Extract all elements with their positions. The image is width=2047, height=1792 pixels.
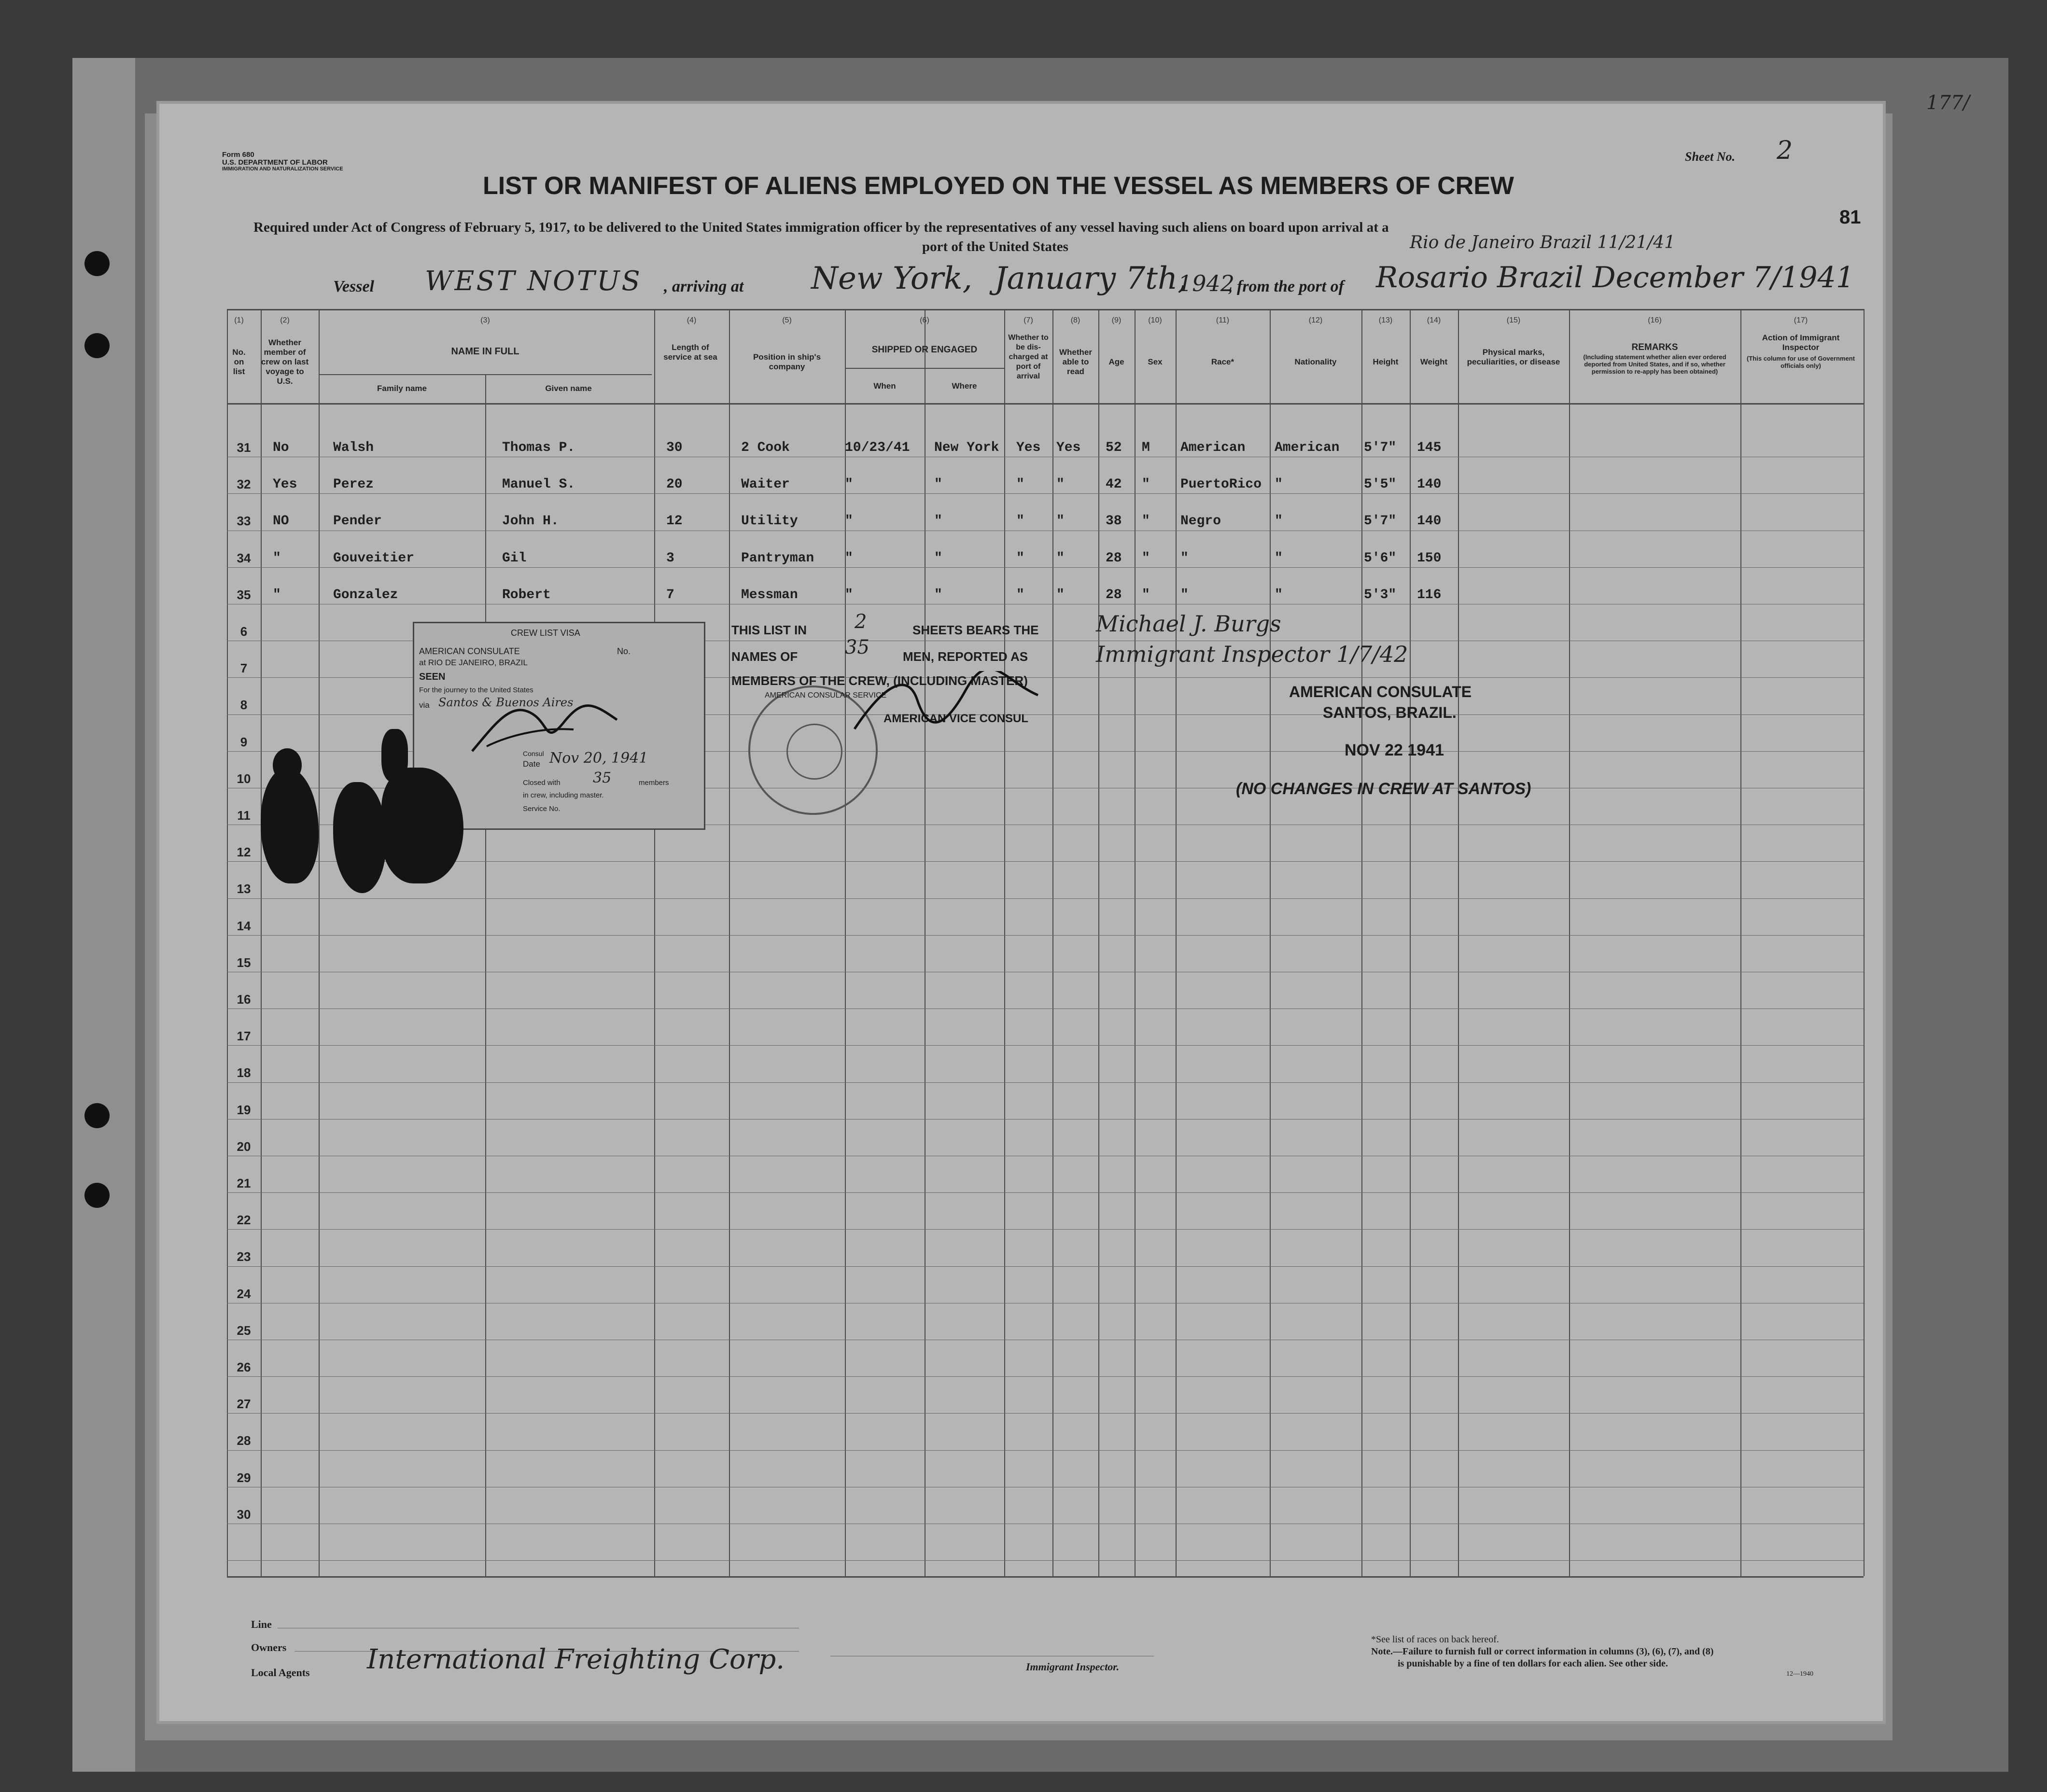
header-where: Where <box>952 381 977 391</box>
row-divider <box>227 1413 1864 1414</box>
row-number: 16 <box>237 992 251 1007</box>
header-remarks-note: (Including statement whether alien ever ordered deported from United States, and if so, whether permission to re-apply has been obtained) <box>1583 353 1726 375</box>
seal-text: AMERICAN CONSULAR SERVICE <box>765 691 887 700</box>
cell-race: " <box>1180 588 1189 602</box>
cell-race: PuertoRico <box>1180 477 1262 492</box>
cell-discharged: " <box>1016 514 1024 529</box>
row-number: 21 <box>237 1176 251 1190</box>
list-stamp-vice-consul: AMERICAN VICE CONSUL <box>883 712 1029 725</box>
cell-sex: " <box>1142 477 1150 492</box>
header-nationality: Nationality <box>1294 357 1337 366</box>
cell-where: New York <box>934 440 999 455</box>
sheet-label: Sheet No. <box>1685 150 1735 164</box>
dept-name: U.S. DEPARTMENT OF LABOR <box>222 158 328 167</box>
visa-seen: SEEN <box>419 672 446 682</box>
cell-age: 38 <box>1106 514 1122 529</box>
row-number: 28 <box>237 1433 251 1448</box>
cell-race: " <box>1180 551 1189 566</box>
visa-crew-including: in crew, including master. <box>523 791 604 799</box>
header-no-on-list: No. on list <box>232 348 246 376</box>
row-divider <box>227 898 1864 899</box>
from-label: , from the port of <box>1229 278 1344 295</box>
cell-nationality: " <box>1275 551 1283 566</box>
cell-height: 5'6" <box>1364 551 1397 566</box>
cell-family: Pender <box>333 514 382 529</box>
col-num-15: (15) <box>1506 316 1521 324</box>
footer-note3: is punishable by a fine of ten dollars for each alien. See other side. <box>1398 1658 1668 1669</box>
footer-line-label: Line <box>251 1618 272 1630</box>
list-stamp-line2b: MEN, REPORTED AS <box>903 649 1028 664</box>
cell-when: 10/23/41 <box>845 440 910 455</box>
cell-read: " <box>1056 588 1065 602</box>
visa-date-label: Date <box>523 759 540 769</box>
vice-consul-signature <box>845 671 1048 743</box>
footer-owners-label: Owners <box>251 1641 287 1653</box>
visa-service-label: Service No. <box>523 805 561 813</box>
row-number: 7 <box>240 661 248 675</box>
footer-note1: *See list of races on back hereof. <box>1371 1634 1499 1645</box>
binder-hole <box>84 1103 110 1128</box>
column-divider <box>1176 309 1177 1576</box>
cell-position: Pantryman <box>741 551 814 566</box>
row-number: 19 <box>237 1103 251 1117</box>
cell-where: " <box>934 588 942 602</box>
col-num-3: (3) <box>480 316 490 324</box>
row-divider <box>227 1082 1864 1083</box>
cell-given: Manuel S. <box>502 477 575 492</box>
cell-family: Gonzalez <box>333 588 398 602</box>
row-number: 30 <box>237 1507 251 1522</box>
subtitle-line2: port of the United States <box>922 239 1068 254</box>
header-action: Action of Immigrant Inspector <box>1762 333 1840 352</box>
cell-position: 2 Cook <box>741 440 790 455</box>
cell-sex: " <box>1142 551 1150 566</box>
visa-via-label: via <box>419 700 430 710</box>
cell-family: Perez <box>333 477 374 492</box>
header-bottom-border <box>227 403 1864 405</box>
cell-given: Robert <box>502 588 551 602</box>
binder-hole <box>84 333 110 358</box>
cell-weight: 140 <box>1417 514 1442 529</box>
column-divider <box>1864 309 1865 1576</box>
cell-read: " <box>1056 514 1065 529</box>
subtitle-line1: Required under Act of Congress of February 5, 1917, to be delivered to the United States immigration officer by the representatives of any vessel having such aliens on board upon arrival at a <box>253 220 1389 235</box>
cell-nationality: " <box>1275 477 1283 492</box>
cell-height: 5'5" <box>1364 477 1397 492</box>
cell-age: 42 <box>1106 477 1122 492</box>
header-last-voyage: Whether member of crew on last voyage to U.S. <box>261 338 309 386</box>
cell-height: 5'7" <box>1364 514 1397 529</box>
col-num-14: (14) <box>1427 316 1441 324</box>
header-weight: Weight <box>1420 357 1448 366</box>
column-divider <box>729 309 730 1576</box>
cell-when: " <box>845 477 853 492</box>
visa-closed-label: Closed with <box>523 779 561 787</box>
cell-no: 35 <box>237 588 251 602</box>
row-number: 23 <box>237 1249 251 1264</box>
row-number: 10 <box>237 771 251 786</box>
header-given-name: Given name <box>545 384 592 393</box>
list-stamp-sheets: 2 <box>855 611 867 633</box>
cell-given: John H. <box>502 514 559 529</box>
col-num-16: (16) <box>1648 316 1662 324</box>
table-bottom-border <box>227 1576 1864 1578</box>
row-number: 26 <box>237 1360 251 1374</box>
column-divider <box>1569 309 1570 1576</box>
row-number: 12 <box>237 845 251 859</box>
cell-read: " <box>1056 551 1065 566</box>
from-port: Rosario Brazil December 7/1941 <box>1376 261 1854 294</box>
inspector-title-date: Immigrant Inspector 1/7/42 <box>1096 641 1408 667</box>
cell-when: " <box>845 588 853 602</box>
binder-hole <box>84 251 110 276</box>
col-num-7: (7) <box>1024 316 1033 324</box>
santos-stamp-note: (NO CHANGES IN CREW AT SANTOS) <box>1236 780 1531 798</box>
row-number: 15 <box>237 955 251 970</box>
cell-no: 33 <box>237 514 251 528</box>
arriving-label: , arriving at <box>664 278 744 295</box>
row-divider <box>227 1192 1864 1193</box>
santos-stamp-line1: AMERICAN CONSULATE <box>1289 683 1472 700</box>
header-race: Race* <box>1211 357 1234 366</box>
cell-where: " <box>934 551 942 566</box>
corner-note: Rio de Janeiro Brazil 11/21/41 <box>1410 233 1676 252</box>
visa-no-label: No. <box>617 646 631 656</box>
col-num-17: (17) <box>1794 316 1808 324</box>
visa-title: CREW LIST VISA <box>511 628 580 638</box>
col-num-10: (10) <box>1148 316 1162 324</box>
cell-position: Waiter <box>741 477 790 492</box>
row-divider <box>227 1045 1864 1046</box>
cell-given: Gil <box>502 551 527 566</box>
cell-when: " <box>845 514 853 529</box>
cell-length: 30 <box>666 440 683 455</box>
cell-read: " <box>1056 477 1065 492</box>
row-number: 27 <box>237 1397 251 1411</box>
list-stamp-men: 35 <box>845 636 869 658</box>
dept-service: IMMIGRATION AND NATURALIZATION SERVICE <box>222 166 343 172</box>
arriving-date: January 7th, <box>995 261 1188 296</box>
cell-member: NO <box>273 514 289 529</box>
col-num-6: (6) <box>920 316 929 324</box>
footer-agents-value: International Freighting Corp. <box>367 1644 785 1675</box>
vessel-label: Vessel <box>333 278 374 295</box>
row-number: 18 <box>237 1065 251 1080</box>
visa-members: members <box>639 779 669 787</box>
header-position: Position in ship's company <box>753 352 821 371</box>
sheet-number: 2 <box>1777 136 1793 165</box>
cell-when: " <box>845 551 853 566</box>
header-action-note: (This column for use of Government officials only) <box>1747 355 1855 369</box>
cell-where: " <box>934 514 942 529</box>
visa-consulate: AMERICAN CONSULATE <box>419 646 520 656</box>
row-divider <box>227 1119 1864 1120</box>
column-divider <box>319 309 320 1576</box>
header-family-name: Family name <box>377 384 427 393</box>
visa-date-value: Nov 20, 1941 <box>549 750 648 767</box>
col-num-5: (5) <box>782 316 792 324</box>
header-when: When <box>873 381 896 391</box>
column-divider <box>845 309 846 1576</box>
visa-location: at RIO DE JANEIRO, BRAZIL <box>419 658 528 667</box>
cell-family: Walsh <box>333 440 374 455</box>
column-divider <box>1410 309 1411 1576</box>
row-divider <box>227 493 1864 494</box>
cell-member: No <box>273 440 289 455</box>
row-divider <box>227 1450 1864 1451</box>
column-divider <box>261 309 262 1576</box>
page-title: LIST OR MANIFEST OF ALIENS EMPLOYED ON THE VESSEL AS MEMBERS OF CREW <box>483 172 1514 200</box>
cell-where: " <box>934 477 942 492</box>
cell-no: 31 <box>237 440 251 455</box>
inspector-name: Michael J. Burgs <box>1096 611 1281 637</box>
row-number: 24 <box>237 1287 251 1301</box>
header-remarks: REMARKS <box>1631 342 1678 352</box>
cell-sex: " <box>1142 514 1150 529</box>
cell-discharged: " <box>1016 551 1024 566</box>
col-num-4: (4) <box>687 316 697 324</box>
footer-agents-label: Local Agents <box>251 1666 310 1679</box>
arriving-port: New York, <box>811 261 972 296</box>
column-divider <box>1098 309 1099 1576</box>
binder-edge <box>72 58 135 1772</box>
footer-inspector-label: Immigrant Inspector. <box>1026 1661 1120 1673</box>
arrival-year: 1942 <box>1178 270 1235 296</box>
col-num-8: (8) <box>1070 316 1080 324</box>
cell-sex: M <box>1142 440 1150 455</box>
column-divider <box>654 309 655 1576</box>
cell-race: American <box>1180 440 1246 455</box>
header-discharged: Whether to be dis-charged at port of arrival <box>1008 334 1049 380</box>
row-divider <box>227 1376 1864 1377</box>
cell-nationality: American <box>1275 440 1340 455</box>
row-number: 6 <box>240 624 248 639</box>
cell-weight: 145 <box>1417 440 1442 455</box>
cell-weight: 140 <box>1417 477 1442 492</box>
cell-position: Messman <box>741 588 798 602</box>
row-number: 14 <box>237 919 251 933</box>
visa-via-value: Santos & Buenos Aires <box>438 696 574 709</box>
cell-age: 28 <box>1106 588 1122 602</box>
santos-stamp-line2: SANTOS, BRAZIL. <box>1323 704 1457 721</box>
cell-height: 5'3" <box>1364 588 1397 602</box>
row-divider <box>227 935 1864 936</box>
cell-read: Yes <box>1056 440 1081 455</box>
column-divider <box>485 374 486 1576</box>
row-divider <box>227 1560 1864 1561</box>
visa-consul-label: Consul <box>523 750 544 757</box>
header-read: Whether able to read <box>1059 348 1092 376</box>
header-name-in-full: NAME IN FULL <box>451 346 519 357</box>
col-num-11: (11) <box>1216 316 1230 324</box>
col-num-2: (2) <box>280 316 290 324</box>
cell-race: Negro <box>1180 514 1221 529</box>
row-number: 9 <box>240 735 248 749</box>
cell-length: 12 <box>666 514 683 529</box>
cell-family: Gouveitier <box>333 551 415 566</box>
consul-signature <box>467 693 622 761</box>
header-height: Height <box>1373 357 1399 366</box>
cell-no: 34 <box>237 551 251 565</box>
cell-member: " <box>273 551 281 566</box>
form-number: Form 680 <box>222 151 254 159</box>
column-divider <box>227 309 228 1576</box>
cell-weight: 116 <box>1417 588 1442 602</box>
row-number: 11 <box>237 808 251 823</box>
row-number: 17 <box>237 1029 251 1043</box>
row-number: 29 <box>237 1470 251 1485</box>
cell-age: 52 <box>1106 440 1122 455</box>
column-divider <box>1004 309 1005 1576</box>
row-divider <box>227 861 1864 862</box>
row-divider <box>227 1008 1864 1009</box>
list-stamp-line1a: THIS LIST IN <box>731 623 807 637</box>
cell-length: 20 <box>666 477 683 492</box>
vessel-name: WEST NOTUS <box>425 266 642 297</box>
column-divider <box>1361 309 1362 1576</box>
row-divider <box>227 1266 1864 1267</box>
cell-no: 32 <box>237 477 251 491</box>
row-number: 8 <box>240 698 248 712</box>
col-num-12: (12) <box>1308 316 1323 324</box>
row-number: 13 <box>237 882 251 896</box>
row-divider <box>227 1229 1864 1230</box>
header-physical: Physical marks, peculiarities, or disease <box>1467 348 1560 366</box>
header-sex: Sex <box>1148 357 1163 366</box>
cell-discharged: " <box>1016 477 1024 492</box>
cell-discharged: " <box>1016 588 1024 602</box>
visa-closed-value: 35 <box>593 770 612 786</box>
column-divider <box>1458 309 1459 1576</box>
column-divider <box>1270 309 1271 1576</box>
santos-stamp-date: NOV 22 1941 <box>1345 741 1444 759</box>
column-divider <box>1740 309 1741 1576</box>
column-divider <box>1135 309 1136 1576</box>
cell-discharged: Yes <box>1016 440 1041 455</box>
cell-position: Utility <box>741 514 798 529</box>
cell-height: 5'7" <box>1364 440 1397 455</box>
cell-given: Thomas P. <box>502 440 575 455</box>
cell-member: " <box>273 588 281 602</box>
row-divider <box>227 567 1864 568</box>
cell-weight: 150 <box>1417 551 1442 566</box>
cell-age: 28 <box>1106 551 1122 566</box>
header-age: Age <box>1108 357 1124 366</box>
table-top-border <box>227 309 1864 310</box>
cell-length: 7 <box>666 588 674 602</box>
cell-length: 3 <box>666 551 674 566</box>
column-divider <box>1052 309 1053 1576</box>
cell-nationality: " <box>1275 514 1283 529</box>
cell-member: Yes <box>273 477 297 492</box>
cell-nationality: " <box>1275 588 1283 602</box>
cell-sex: " <box>1142 588 1150 602</box>
header-length-service: Length of service at sea <box>663 343 717 362</box>
col-num-1: (1) <box>234 316 244 324</box>
list-stamp-line1b: SHEETS BEARS THE <box>912 623 1039 637</box>
visa-journey: For the journey to the United States <box>419 686 533 694</box>
row-number: 22 <box>237 1213 251 1227</box>
col-num-13: (13) <box>1378 316 1393 324</box>
col-num-9: (9) <box>1111 316 1122 324</box>
row-number: 20 <box>237 1139 251 1154</box>
row-number: 25 <box>237 1323 251 1338</box>
list-stamp-line3: MEMBERS OF THE CREW, (INCLUDING MASTER) <box>731 673 1028 688</box>
page-number: 81 <box>1839 207 1861 228</box>
footer-note2: Note.—Failure to furnish full or correct information in columns (3), (6), (7), and (8) <box>1371 1646 1714 1657</box>
binder-hole <box>84 1183 110 1208</box>
list-stamp-line2a: NAMES OF <box>731 649 798 664</box>
header-shipped: SHIPPED OR ENGAGED <box>871 345 978 355</box>
footer-print-code: 12—1940 <box>1786 1670 1813 1678</box>
